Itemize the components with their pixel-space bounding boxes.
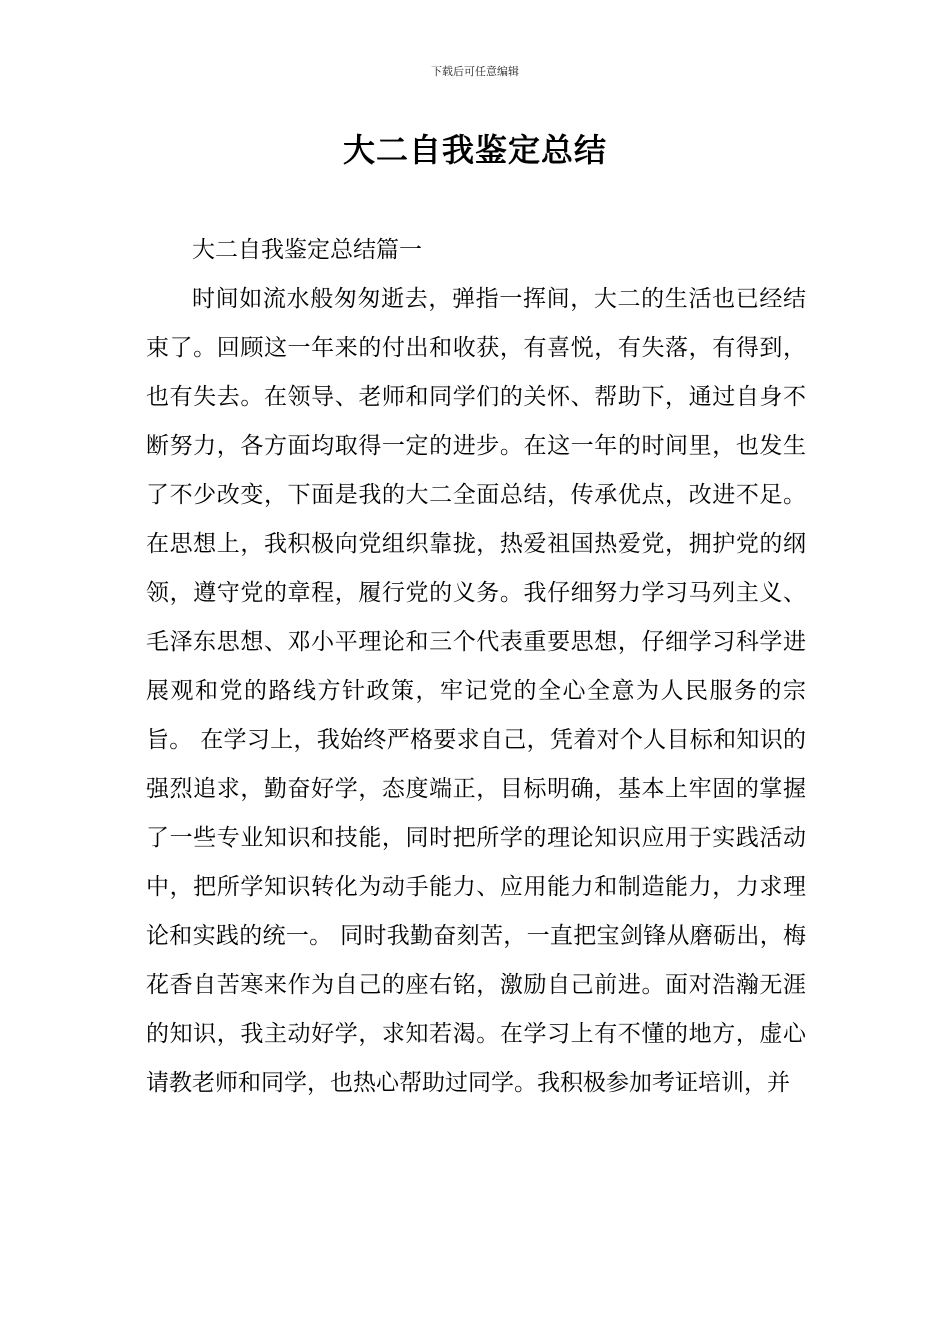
page-header-note: 下载后可任意编辑	[431, 65, 519, 78]
body-paragraph: 时间如流水般匆匆逝去，弹指一挥间，大二的生活也已经结束了。回顾这一年来的付出和收获，有喜悦，有失落，有得到，也有失去。在领导、老师和同学们的关怀、帮助下，通过自身不断努力，各方面均取得一定的进步。在这一年的时间里，也发生了不少改变，下面是我的大二全面总结，传承优点，改进不足。 在思想上，我积极向党组织靠拢，热爱祖国热爱党，拥护党的纲领，遵守党的章程，履行党的义务。我仔细努力学习马列主义、毛泽东思想、邓小平理论和三个代表重要思想，仔细学习科学进展观和党的路线方针政策，牢记党的全心全意为人民服务的宗旨。 在学习上，我始终严格要求自己，凭着对个人目标和知识的强烈追求，勤奋好学，态度端正，目标明确，基本上牢固的掌握了一些专业知识和技能，同时把所学的理论知识应用于实践活动中，把所学知识转化为动手能力、应用能力和制造能力，力求理论和实践的统一。 同时我勤奋刻苦，一直把宝剑锋从磨砺出，梅花香自苦寒来作为自己的座右铭，激励自己前进。面对浩瀚无涯的知识，我主动好学，求知若渴。在学习上有不懂的地方，虚心请教老师和同学，也热心帮助过同学。我积极参加考证培训，并	[146, 286, 806, 1096]
section-heading: 大二自我鉴定总结篇一	[192, 237, 422, 263]
document-title: 大二自我鉴定总结	[342, 131, 607, 169]
